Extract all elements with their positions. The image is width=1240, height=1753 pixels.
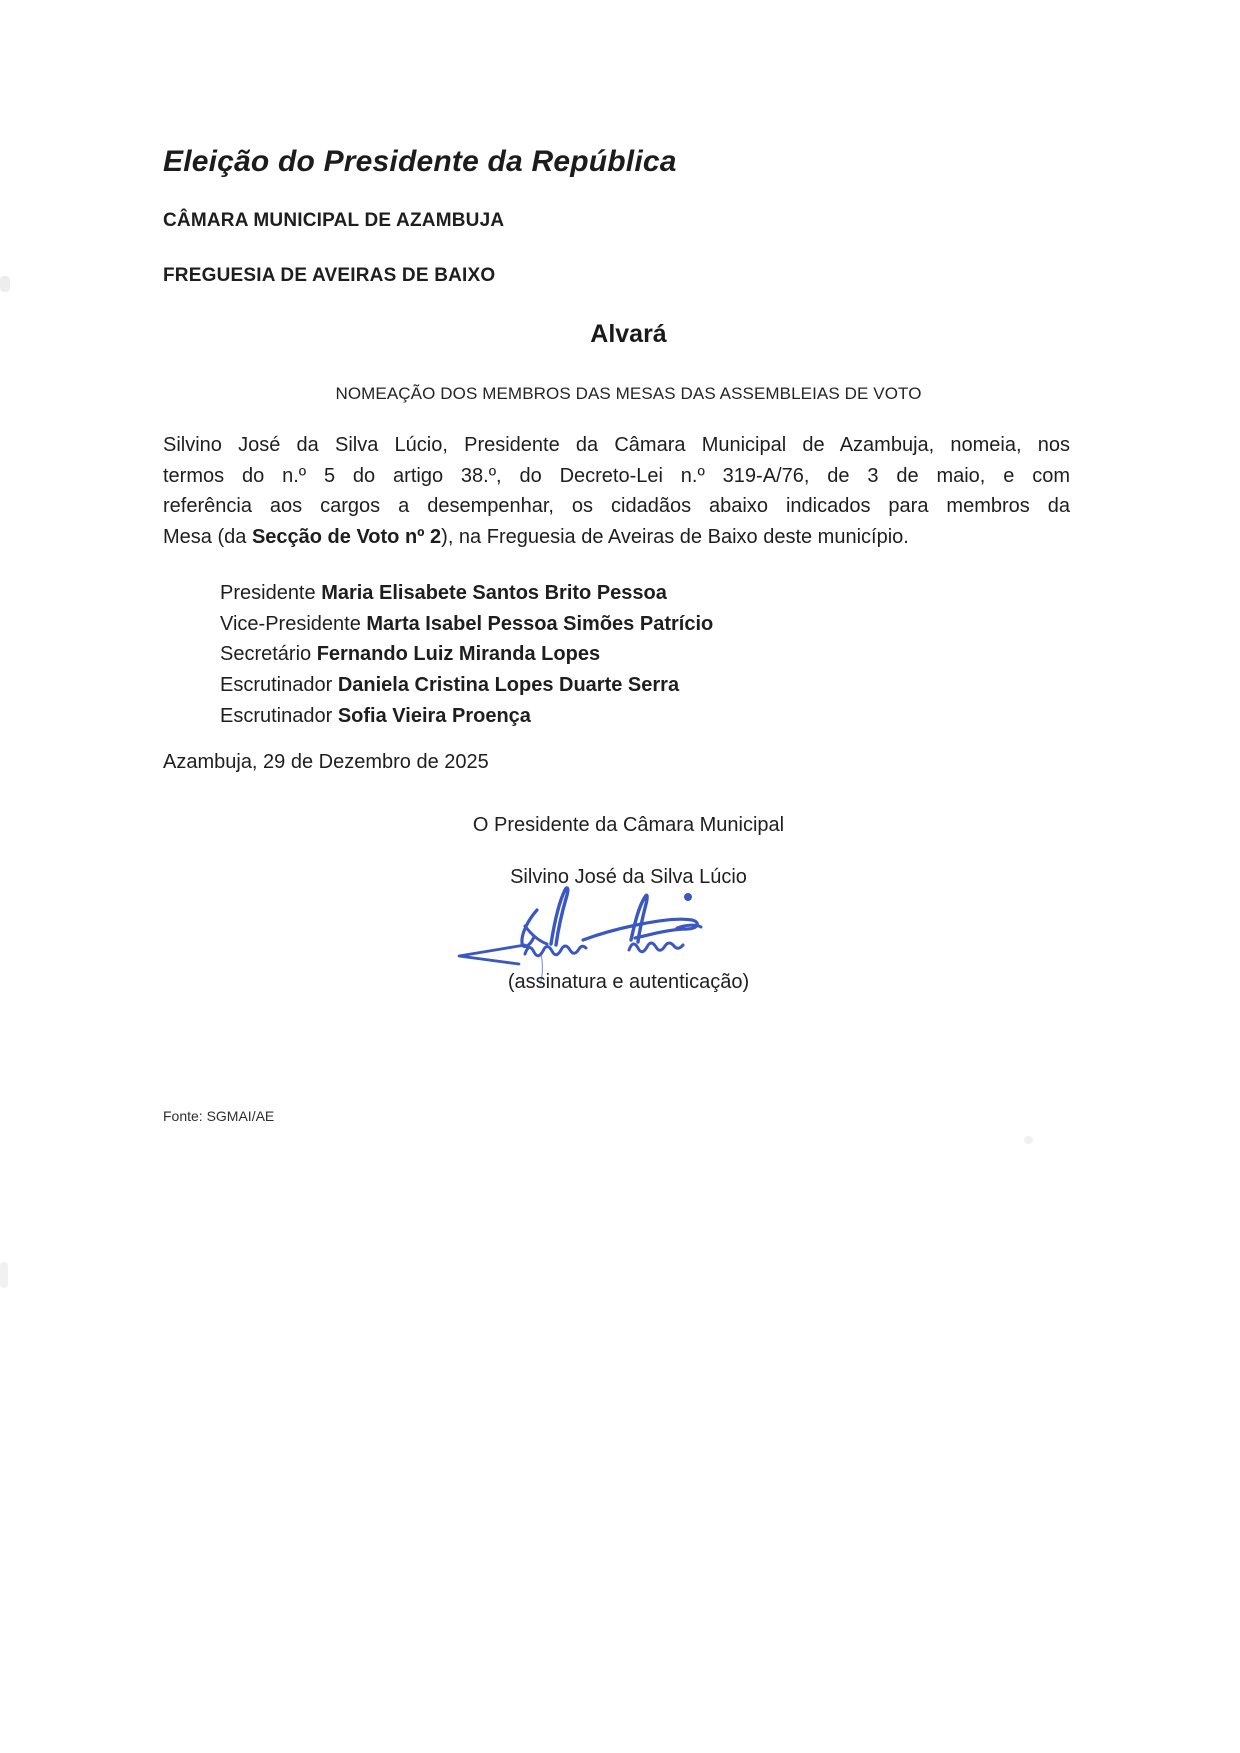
paragraph-line-3: referência aos cargos a desempenhar, os cidadãos abaixo indicados para membros da <box>163 495 1070 517</box>
document-subtitle: NOMEAÇÃO DOS MEMBROS DAS MESAS DAS ASSEMBLEIAS DE VOTO <box>335 384 922 403</box>
document-type-heading: Alvará <box>590 320 667 348</box>
document-content <box>163 0 1070 1753</box>
member-role: Escrutinador <box>220 704 333 727</box>
place-and-date: Azambuja, 29 de Dezembro de 2025 <box>163 751 489 773</box>
paragraph-line-4-pre: Mesa (da <box>163 525 252 548</box>
source-note: Fonte: SGMAI/AE <box>163 1108 275 1124</box>
scan-smudge <box>0 276 10 292</box>
paragraph-line-4 <box>163 522 1070 553</box>
election-title: Eleição do Presidente da República <box>163 145 677 178</box>
members-list <box>163 578 1070 732</box>
paragraph-line-4-post: ), na Freguesia de Aveiras de Baixo deste município. <box>441 525 909 548</box>
municipality-name: CÂMARA MUNICIPAL DE AZAMBUJA <box>163 210 505 231</box>
member-role: Secretário <box>220 643 312 666</box>
member-name: Marta Isabel Pessoa Simões Patrício <box>366 612 714 635</box>
paragraph-line-2: termos do n.º 5 do artigo 38.º, do Decreto-Lei n.º 319-A/76, de 3 de maio, e com <box>163 464 1070 487</box>
scan-smudge <box>0 1262 8 1288</box>
signatory-name: Silvino José da Silva Lúcio <box>510 866 747 888</box>
member-role: Presidente <box>220 582 316 604</box>
member-row <box>220 639 1070 670</box>
member-name: Sofia Vieira Proença <box>337 704 531 727</box>
paragraph-line-1: Silvino José da Silva Lúcio, Presidente da Câmara Municipal de Azambuja, nomeia, nos <box>163 434 1070 456</box>
parish-name: FREGUESIA DE AVEIRAS DE BAIXO <box>163 265 496 286</box>
voting-section-emphasis: Secção de Voto nº 2 <box>251 525 442 548</box>
signatory-title: O Presidente da Câmara Municipal <box>472 814 785 836</box>
member-name: Daniela Cristina Lopes Duarte Serra <box>337 674 680 697</box>
member-name: Maria Elisabete Santos Brito Pessoa <box>321 582 667 604</box>
member-role: Escrutinador <box>220 674 333 697</box>
member-row <box>220 578 1070 609</box>
signature-caption: (assinatura e autenticação) <box>507 971 750 993</box>
member-row <box>220 701 1070 732</box>
member-row <box>220 609 1070 640</box>
member-row <box>220 670 1070 701</box>
appointment-paragraph <box>163 430 1070 552</box>
member-name: Fernando Luiz Miranda Lopes <box>316 643 601 666</box>
member-role: Vice-Presidente <box>220 612 361 635</box>
